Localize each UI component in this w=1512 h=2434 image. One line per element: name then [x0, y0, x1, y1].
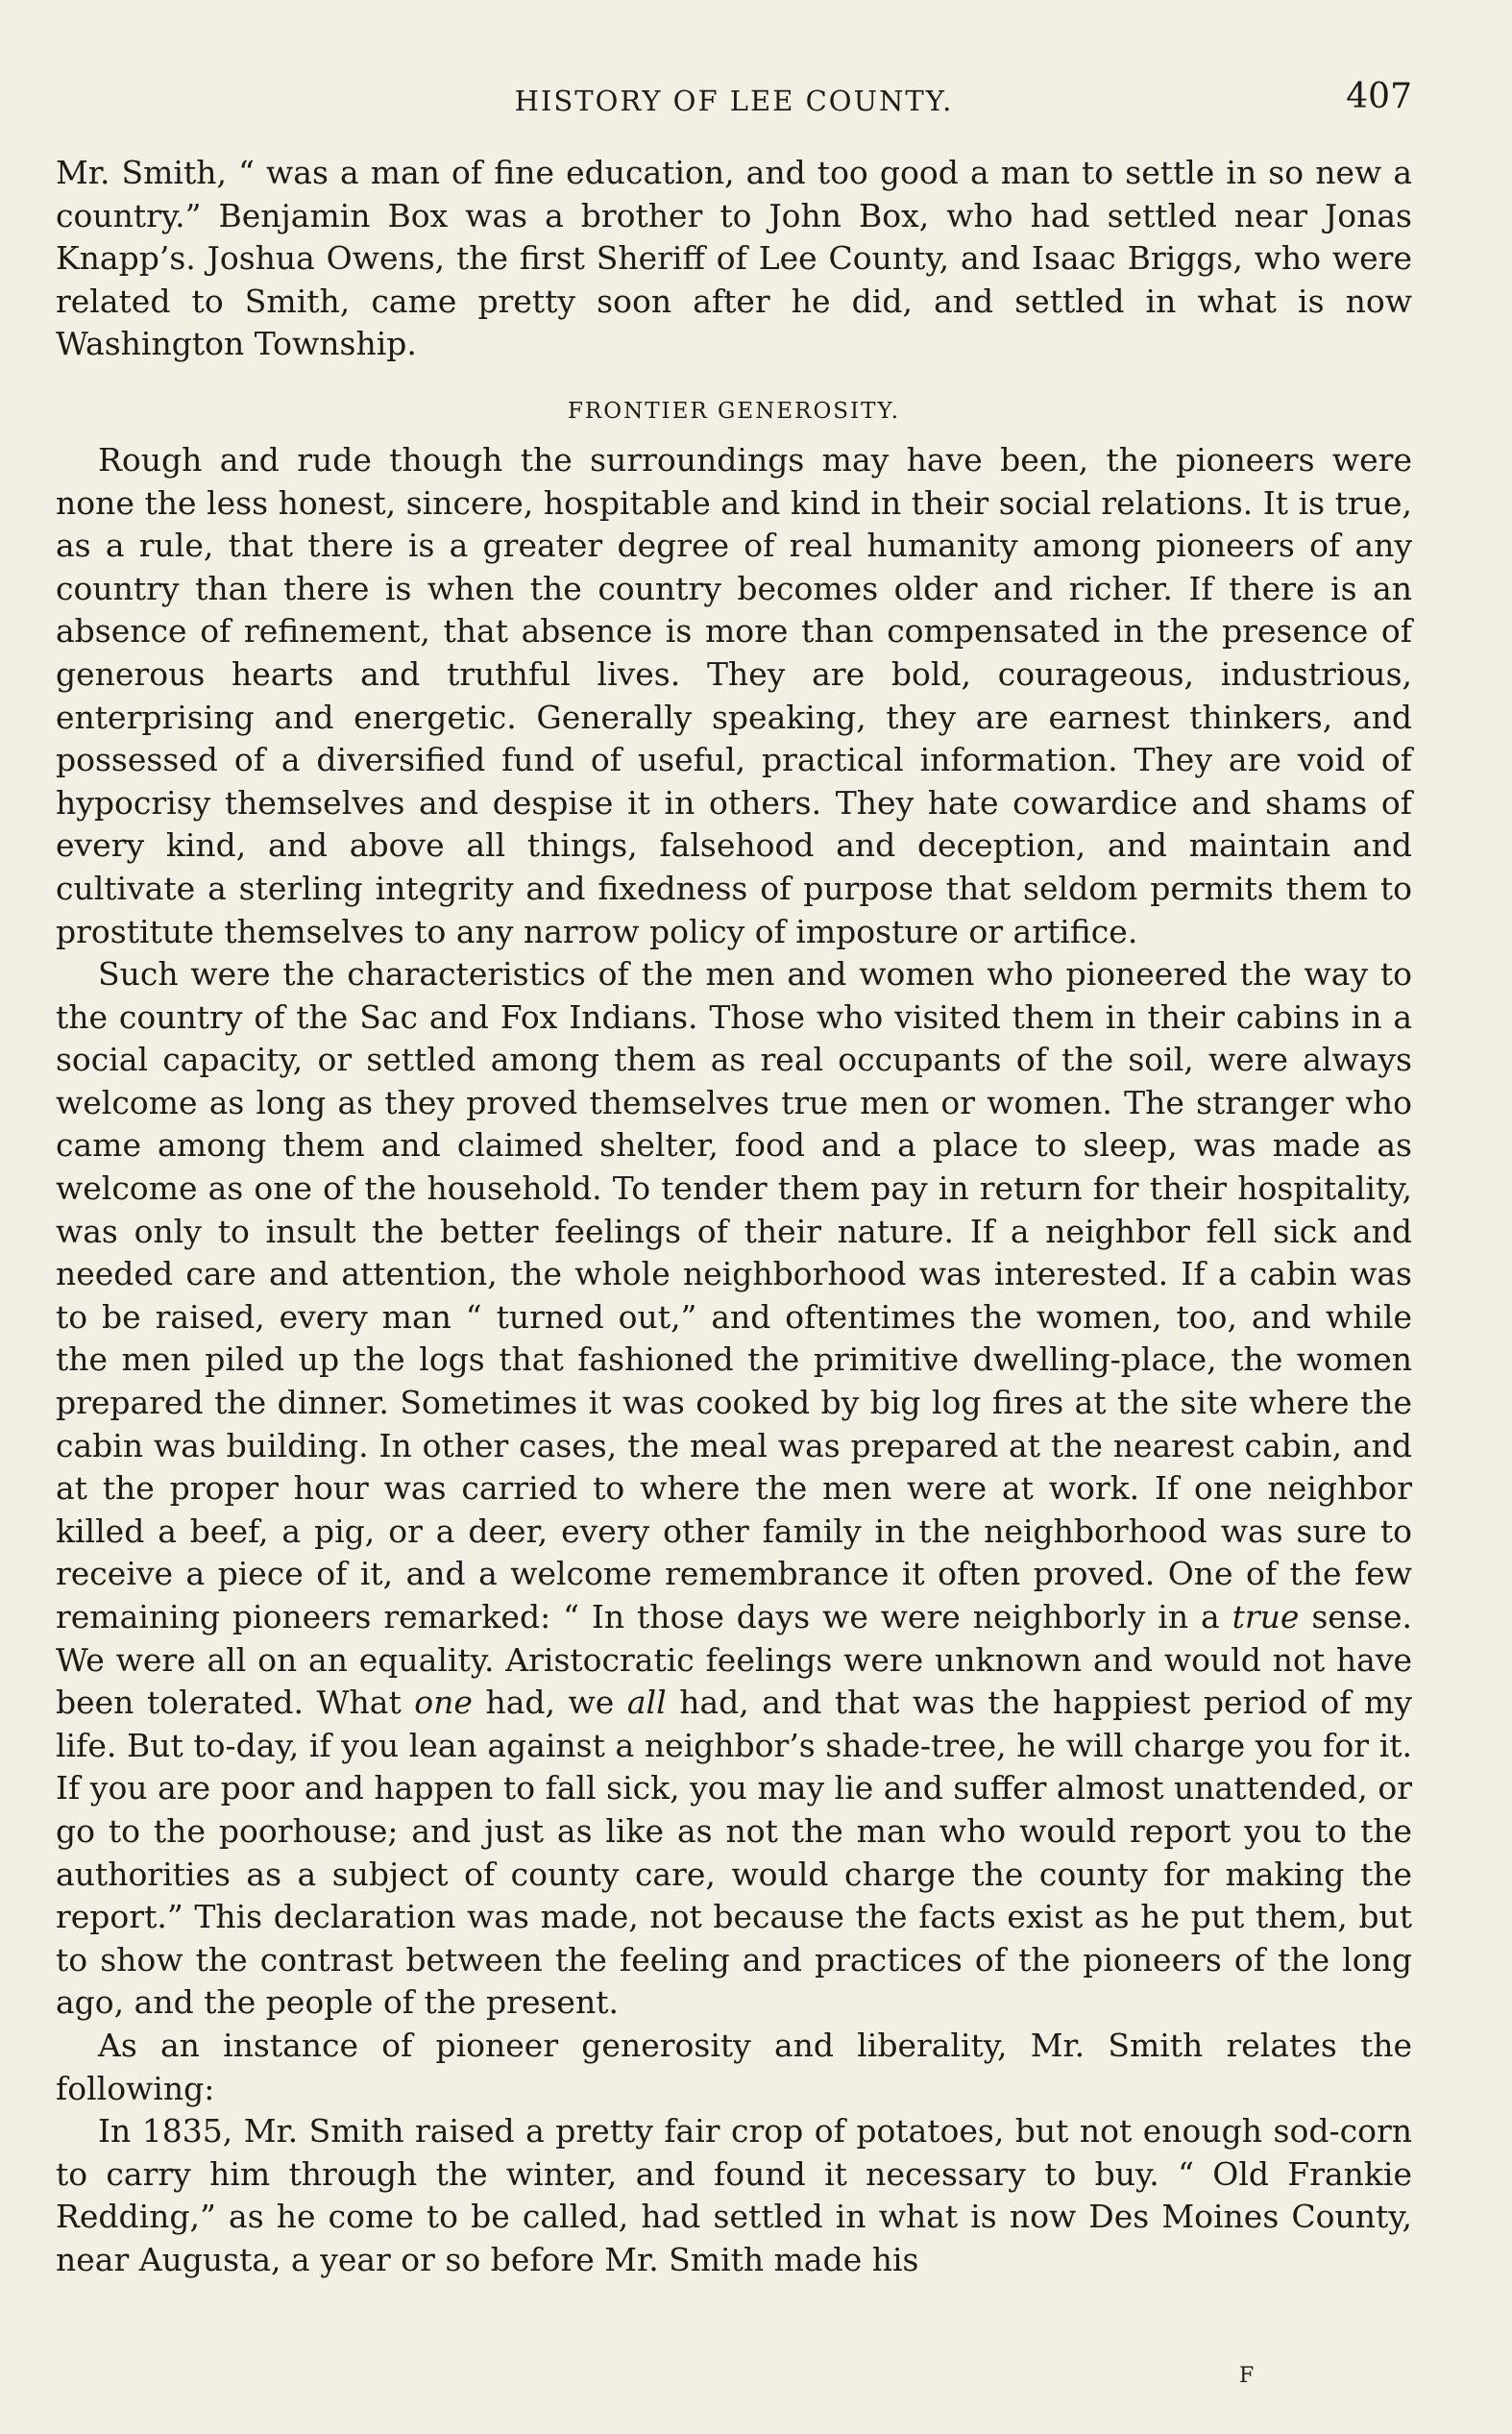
- section-heading: FRONTIER GENEROSITY.: [567, 398, 901, 424]
- signature-mark: F: [1239, 2364, 1255, 2388]
- paragraph-3-part-c: had, we: [472, 1684, 627, 1722]
- paragraph-5: In 1835, Mr. Smith raised a pretty fair crop of potatoes, but not enough sod-corn to carry him through the winter, and found it necessary to buy. “ Old Frankie Redding,” as he come to be called, had settled in what is now Des Moines County, near Augusta, a year or so before Mr. Smith made his: [56, 2112, 1412, 2278]
- running-head: [56, 77, 1412, 125]
- italic-one: one: [414, 1684, 473, 1722]
- paragraph-3: [56, 953, 1412, 2025]
- italic-true: true: [1232, 1598, 1300, 1635]
- page-number: 407: [1346, 77, 1412, 116]
- paragraph-3-part-a: Such were the characteristics of the men and women who pioneered the way to the country of the Sac and Fox Indians. Those who visited them in their cabins in a social capacity, or settled among them as real occupants of the soil, were always welcome as long as they proved themselves true men or women. The stranger who came among them and claimed shelter, food and a place to sleep, was made as welcome as one of the household. To tender them pay in return for their hospitality, was only to insult the better feelings of their nature. If a neighbor fell sick and needed care and attention, the whole neighborhood was interested. If a cabin was to be raised, every man “ turned out,” and oftentimes the women, too, and while the men piled up the logs that fashioned the primitive dwelling-place, the women prepared the dinner. Sometimes it was cooked by big log fires at the site where the cabin was building. In other cases, the meal was prepared at the nearest cabin, and at the proper hour was carried to where the men were at work. If one neighbor killed a beef, a pig, or a deer, every other family in the neighborhood was sure to receive a piece of it, and a welcome remembrance it often proved. One of the few remaining pioneers remarked: “ In those days we were neighborly in a: [56, 955, 1412, 1635]
- body-text: [56, 152, 1412, 2282]
- running-title: HISTORY OF LEE COUNTY.: [514, 85, 954, 117]
- italic-all: all: [626, 1684, 667, 1722]
- paragraph-2: Rough and rude though the surroundings may have been, the pioneers were none the less honest, sincere, hospitable and kind in their social relations. It is true, as a rule, that there is a greater degree of real humanity among pioneers of any country than there is when the country becomes older and richer. If there is an absence of refinement, that absence is more than compensated in the presence of generous hearts and truthful lives. They are bold, courageous, industrious, enterprising and energetic. Generally speaking, they are earnest thinkers, and possessed of a diversified fund of useful, practical information. They are void of hypocrisy themselves and despise it in others. They hate cowardice and shams of every kind, and above all things, falsehood and deception, and maintain and cultivate a sterling integrity and fixedness of purpose that seldom permits them to prostitute themselves to any narrow policy of imposture or artifice.: [56, 440, 1412, 950]
- paragraph-3-part-d: had, and that was the happiest period of my life. But to-day, if you lean against a neighbor’s shade-tree, he will charge you for it. If you are poor and happen to fall sick, you may lie and suffer almost unattended, or go to the poorhouse; and just as like as not the man who would report you to the authorities as a subject of county care, would charge the county for making the report.” This declaration was made, not because the facts exist as he put them, but to show the contrast between the feeling and practices of the pioneers of the long ago, and the people of the present.: [56, 1684, 1412, 2022]
- paragraph-4: As an instance of pioneer generosity and liberality, Mr. Smith relates the following:: [56, 2026, 1412, 2107]
- paragraph-3-part-b: sense. We were all on an equality. Aristocratic feelings were unknown and would not have been tolerated. What: [56, 1598, 1412, 1722]
- paragraph-1: Mr. Smith, “ was a man of fine education, and too good a man to settle in so new a country.” Benjamin Box was a brother to John Box, who had settled near Jonas Knapp’s. Joshua Owens, the first Sheriff of Lee County, and Isaac Briggs, who were related to Smith, came pretty soon after he did, and settled in what is now Washington Township.: [56, 154, 1412, 363]
